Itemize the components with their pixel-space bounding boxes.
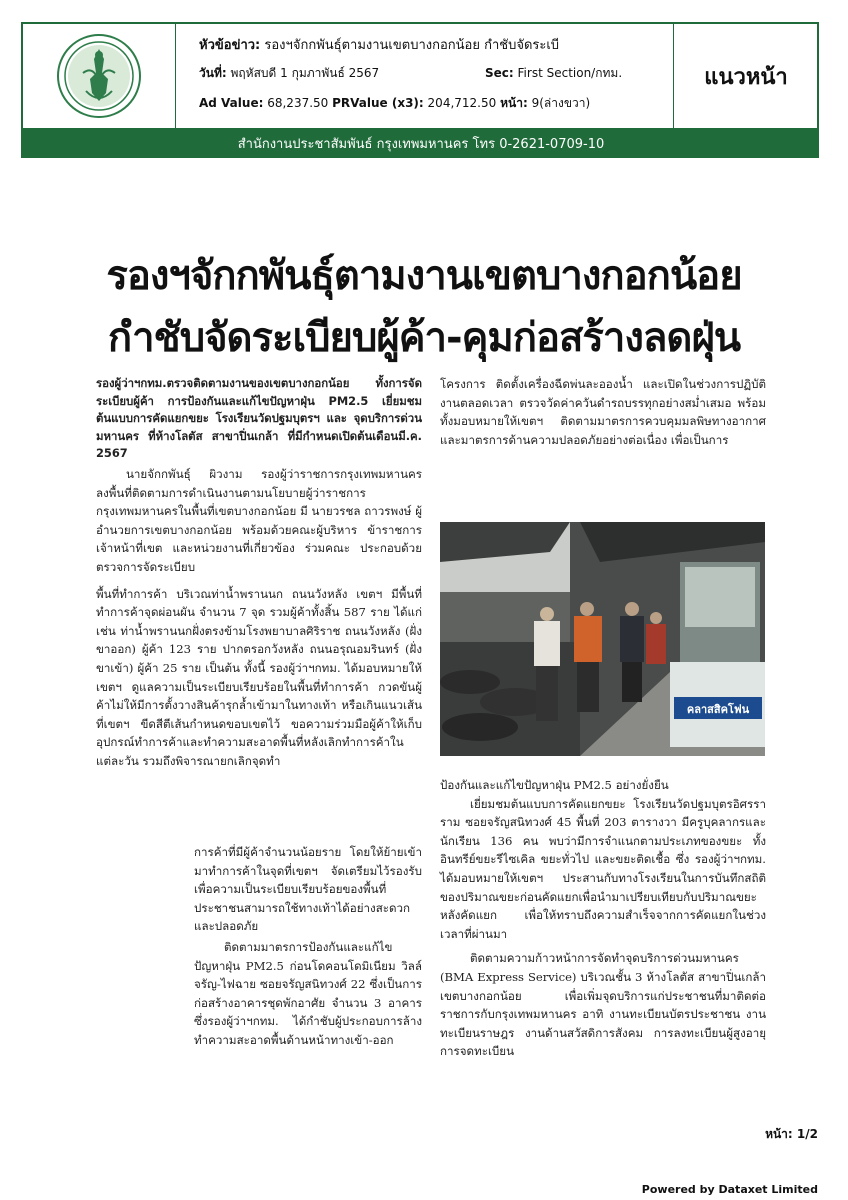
date-label: วันที่: [199,66,227,80]
value-row [199,94,590,113]
publication-name [673,24,819,128]
article-paragraph: เยี่ยมชมต้นแบบการคัดแยกขยะ โรงเรียนวัดปฐมบุตรอิศรราราม ซอยจรัญสนิทวงศ์ 45 พื้นที่ 203 ตารางวา มีครูบุคลากรและนักเรียน 136 คน พบว่ามีการจำแนกตามประเภทของขยะ ทั้งอินทรีย์ขยะรีไซเคิล ขยะทั่วไป และขยะติดเชื้อ ซึ่ง รองผู้ว่าฯกทม. ได้มอบหมายให้เขตฯ ประสานกับทางโรงเรียนในการบันทึกสถิติของปริมาณขยะก่อนคัดแยกเพื่อนำมาเปรียบเทียบกับปริมาณขยะหลังคัดแยก เพื่อให้ทราบถึงความสำเร็จจากการคัดแยกในช่วงเวลาที่ผ่านมา [440,796,766,941]
shop-sign-text: คลาสสิคโฟน [686,703,750,716]
article-paragraph: ติดตามความก้าวหน้าการจัดทำจุดบริการด่วนมหานคร (BMA Express Service) บริเวณชั้น 3 ห้างโลตัส สาขาปิ่นเกล้า เขตบางกอกน้อย เพื่อเพิ่มจุดบริการแก่ประชาชนที่มาติดต่อราชการกับกรุงเทพมหานคร อาทิ งานทะเบียนบัตรประชาชน งานทะเบียนราษฎร งานด้านสวัสดิการสังคม การลงทะเบียนผู้สูงอายุ การจดทะเบียน [440,951,766,1059]
article-paragraph: ป้องกันและแก้ไขปัญหาฝุ่น PM2.5 อย่างยั่งยืน [440,778,669,792]
article-paragraph: โครงการ ติดตั้งเครื่องฉีดพ่นละอองน้ำ และเปิดในช่วงการปฏิบัติงานตลอดเวลา ตรวจวัดค่าควันดำรถบรรทุกอย่างสม่ำเสมอ พร้อมทั้งมอบหมายให้เขตฯ ติดตามมาตรการควบคุมมลพิษทางอากาศและมาตรการด้านความปลอดภัยอย่างต่อเนื่อง เพื่อเป็นการ [440,377,766,447]
market-photo-image [440,522,765,756]
sec-value: First Section/กทม. [517,66,623,80]
date-value: พฤหัสบดี 1 กุมภาพันธ์ 2567 [230,66,380,80]
headline-label: หัวข้อข่าว: [199,38,261,53]
date-row [199,64,623,83]
bma-seal-icon [56,33,142,119]
clipping-header [21,22,819,158]
office-contact: สำนักงานประชาสัมพันธ์ กรุงเทพมหานคร โทร 0-2621-0709-10 [237,136,605,152]
article-column-left [96,375,422,770]
page-value: 9(ล่างขวา) [531,96,591,110]
article-paragraph: ติดตามมาตรการป้องกันและแก้ไขปัญหาฝุ่น PM2.5 ก่อนโดคอนโดมิเนียม วิลล์จรัญ-ไฟฉาย ซอยจรัญสนิทวงศ์ 22 ซึ่งเป็นการก่อสร้างอาคารชุดพักอาศัย จำนวน 3 อาคาร ซึ่งรองผู้ว่าฯกทม. ได้กำชับผู้ประกอบการล้างทำความสะอาดพื้นด้านหน้าทางเข้า-ออก [194,939,422,1047]
article-title-line-2: กำชับจัดระเบียบผู้ค้า-คุมก่อสร้างลดฝุ่น [107,315,741,361]
publication-title: แนวหน้า [704,64,788,90]
page-number-label: หน้า: [765,1127,793,1141]
article-paragraph: พื้นที่ทำการค้า บริเวณท่าน้ำพรานนก ถนนวังหลัง เขตฯ มีพื้นที่ทำการค้าจุดผ่อนผัน จำนวน 7 จุด รวมผู้ค้าทั้งสิ้น 587 ราย ได้แก่ เช่น ท่าน้ำพรานนกฝั่งตรงข้ามโรงพยาบาลศิริราช ถนนวังหลัง (ฝั่งขาออก) ผู้ค้า 123 ราย ปากตรอกวังหลัง ถนนอรุณอมรินทร์ (ฝั่งขาเข้า) ผู้ค้า 25 ราย เป็นต้น ทั้งนี้ รองผู้ว่าฯกทม. ได้มอบหมายให้เขตฯ ดูแลความเป็นระเบียบเรียบร้อยในพื้นที่ทำการค้า กวดขันผู้ค้าไม่ให้มีการตั้งวางสินค้ารุกล้ำเข้ามาในทางเท้า หรือเกินแนวเส้นที่เขตฯ ขีดสีตีเส้นกำหนดขอบเขตไว้ ขอความร่วมมือผู้ค้าให้เก็บอุปกรณ์ทำการค้าและทำความสะอาดพื้นที่หลังเลิกทำการค้าในแต่ละวัน รวมถึงพิจารณายกเลิกจุดทำ [96,586,422,768]
article-column-left-narrow [194,843,422,1050]
article-column-right-top [440,375,766,449]
pr-value: 204,712.50 [427,96,497,110]
sec-label: Sec: [485,66,514,80]
page-label: หน้า: [500,96,528,110]
article-title-line-1: รองฯจักกพันธุ์ตามงานเขตบางกอกน้อย [106,253,742,299]
bma-logo [23,24,176,128]
article-lead: รองผู้ว่าฯกทม.ตรวจติดตามงานของเขตบางกอกน้อย ทั้งการจัดระเบียบผู้ค้า การป้องกันและแก้ไขปัญหาฝุ่น PM2.5 เยี่ยมชมต้นแบบการคัดแยกขยะ โรงเรียนวัดปฐมบุตรฯ และ จุดบริการด่วนมหานคร ที่ห้างโลตัส สาขาปิ่นเกล้า ที่มีกำหนดเปิดต้นเดือนมี.ค. 2567 [96,376,422,461]
pr-value-label: PRValue (x3): [332,96,424,110]
ad-value-label: Ad Value: [199,96,264,110]
ad-value: 68,237.50 [267,96,329,110]
powered-by: Powered by Dataxet Limited [641,1183,818,1196]
headline-value: รองฯจักกพันธุ์ตามงานเขตบางกอกน้อย กำชับจัดระเบี [264,38,560,53]
page-number [765,1125,818,1144]
office-bar [23,128,819,158]
article-photo [440,522,765,756]
article-paragraph: การค้าที่มีผู้ค้าจำนวนน้อยราย โดยให้ย้ายเข้ามาทำการค้าในจุดที่เขตฯ จัดเตรียมไว้รองรับ เพื่อความเป็นระเบียบเรียบร้อยของพื้นที่ ประชาชนสามารถใช้ทางเท้าได้อย่างสะดวกและปลอดภัย [194,845,422,934]
clipping-info [175,24,674,128]
article-column-right [440,776,766,1061]
article-paragraph: นายจักกพันธุ์ ผิวงาม รองผู้ว่าราชการกรุงเทพมหานคร ลงพื้นที่ติดตามการดำเนินงานตามนโยบายผู้ว่าราชการกรุงเทพมหานครในพื้นที่เขตบางกอกน้อย มี นายวรชล ถาวรพงษ์ ผู้อำนวยการเขตบางกอกน้อย พร้อมด้วยคณะผู้บริหาร ข้าราชการ เจ้าหน้าที่เขต และหน่วยงานที่เกี่ยวข้อง ร่วมคณะ ประกอบด้วย ตรวจการจัดระเบียบ [96,466,422,574]
page-number-value: 1/2 [796,1127,818,1141]
section-field [485,64,622,83]
headline-row [199,34,559,55]
